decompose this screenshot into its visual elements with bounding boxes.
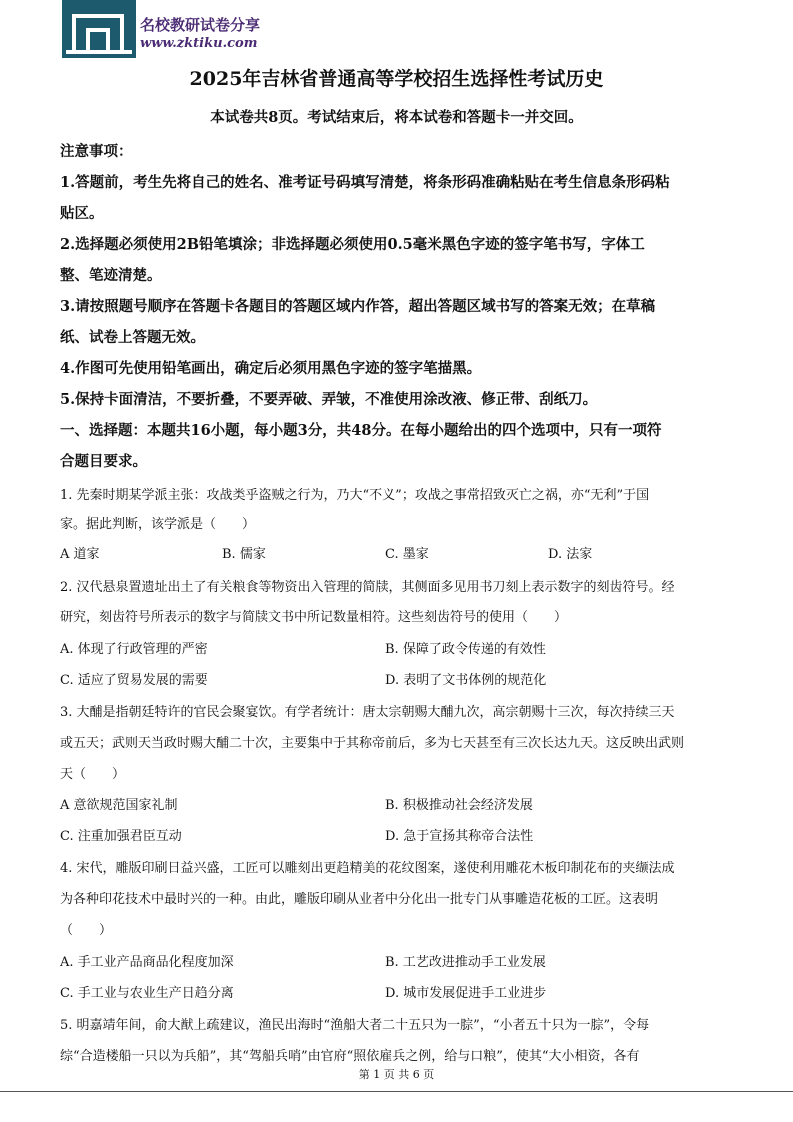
question-1-option-a: A 道家 (60, 547, 100, 562)
question-4-option-c: C. 手工业与农业生产日趋分离 (60, 986, 234, 1001)
page-number: 第 1 页 共 6 页 (358, 1068, 435, 1081)
page-title: 2025年吉林省普通高等学校招生选择性考试历史 (189, 68, 604, 90)
question-1-text: 家。据此判断，该学派是（ ） (60, 517, 256, 532)
footer-divider (0, 1091, 793, 1092)
logo-url: www.zktiku.com (140, 36, 258, 51)
notice-heading: 注意事项： (60, 143, 133, 160)
question-2-option-b: B. 保障了政令传递的有效性 (385, 642, 546, 657)
question-2-text: 2. 汉代悬泉置遗址出土了有关粮食等物资出入管理的简牍，其侧面多见用书刀刻上表示数字的刻齿符号。经 (60, 580, 675, 595)
notice-line: 整、笔迹清楚。 (60, 267, 162, 284)
question-2-text: 研究，刻齿符号所表示的数字与简牍文书中所记数量相符。这些刻齿符号的使用（ ） (60, 610, 568, 625)
question-3-text: 天（ ） (60, 767, 126, 782)
notice-line: 4.作图可先使用铅笔画出，确定后必须用黑色字迹的签字笔描黑。 (60, 360, 482, 377)
question-3-option-d: D. 急于宣扬其称帝合法性 (385, 829, 534, 844)
question-4-text: （ ） (60, 923, 113, 938)
question-2-option-c: C. 适应了贸易发展的需要 (60, 673, 208, 688)
notice-line: 贴区。 (60, 205, 104, 222)
question-2-option-d: D. 表明了文书体例的规范化 (385, 673, 547, 688)
question-1-option-d: D. 法家 (548, 547, 593, 562)
logo-name: 名校教研试卷分享 (140, 16, 261, 34)
section-heading: 一、选择题：本题共16小题，每小题3分，共48分。在每小题给出的四个选项中，只有一项符 (60, 422, 662, 439)
question-1-option-b: B. 儒家 (222, 547, 266, 562)
building-logo-icon (62, 0, 136, 58)
question-3-option-a: A 意欲规范国家礼制 (60, 798, 178, 813)
notice-line: 2.选择题必须使用2B铅笔填涂；非选择题必须使用0.5毫米黑色字迹的签字笔书写，字体工 (60, 236, 645, 253)
question-3-text: 或五天；武则天当政时赐大酺二十次，主要集中于其称帝前后，多为七天甚至有三次长达九天。这反映出武则 (60, 736, 685, 751)
question-5-text: 5. 明嘉靖年间，俞大猷上疏建议，渔民出海时“渔船大者二十五只为一腙”，“小者五十只为一腙”，令每 (60, 1018, 650, 1033)
notice-line: 3.请按照题号顺序在答题卡各题目的答题区域内作答，超出答题区域书写的答案无效；在草稿 (60, 298, 656, 315)
section-heading: 合题目要求。 (60, 453, 147, 470)
question-3-option-b: B. 积极推动社会经济发展 (385, 798, 533, 813)
question-2-option-a: A. 体现了行政管理的严密 (60, 642, 208, 657)
question-4-option-b: B. 工艺改进推动手工业发展 (385, 955, 546, 970)
question-3-option-c: C. 注重加强君臣互动 (60, 829, 182, 844)
question-4-option-d: D. 城市发展促进手工业进步 (385, 986, 547, 1001)
question-4-text: 4. 宋代，雕版印刷日益兴盛，工匠可以雕刻出更趋精美的花纹图案，遂使利用雕花木板印制花布的夹缬法成 (60, 861, 675, 876)
question-4-text: 为各种印花技术中最时兴的一种。由此，雕版印刷从业者中分化出一批专门从事雕造花板的工匠。这表明 (60, 892, 659, 907)
question-4-option-a: A. 手工业产品商品化程度加深 (60, 955, 234, 970)
question-3-text: 3. 大酺是指朝廷特许的官民会聚宴饮。有学者统计：唐太宗朝赐大酺九次，高宗朝赐十三次，每次持续三天 (60, 705, 675, 720)
site-logo (62, 0, 302, 60)
notice-line: 1.答题前，考生先将自己的姓名、准考证号码填写清楚，将条形码准确粘贴在考生信息条形码粘 (60, 174, 670, 191)
question-1-option-c: C. 墨家 (385, 547, 429, 562)
notice-line: 5.保持卡面清洁，不要折叠，不要弄破、弄皱，不准使用涂改液、修正带、刮纸刀。 (60, 391, 598, 408)
page-subtitle: 本试卷共8页。考试结束后，将本试卷和答题卡一并交回。 (210, 109, 583, 126)
question-1-text: 1. 先秦时期某学派主张：攻战类乎盗贼之行为，乃大“不义”；攻战之事常招致灭亡之祸，亦“无利”于国 (60, 488, 650, 503)
question-5-text: 综“合造楼船一只以为兵船”，其“驾船兵哨”由官府“照依雇兵之例，给与口粮”，使其“大小相资，各有 (60, 1049, 640, 1064)
notice-line: 纸、试卷上答题无效。 (60, 329, 205, 346)
